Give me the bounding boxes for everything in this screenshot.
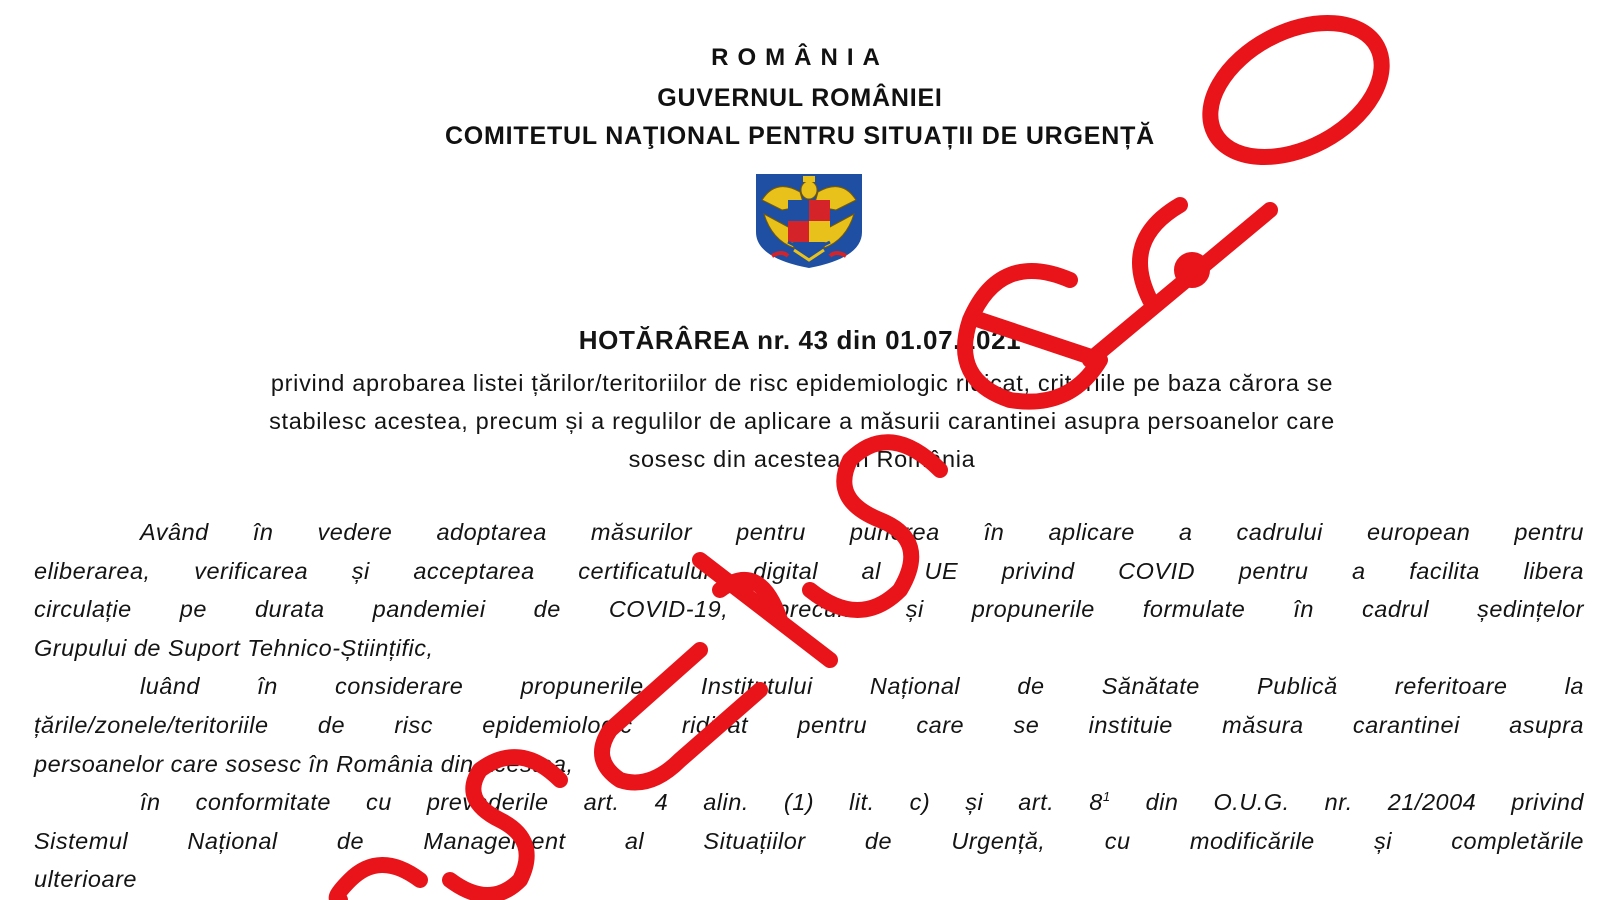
- superscript: 1: [1102, 789, 1111, 805]
- paragraph-line: persoanelor care sosesc în România din acestea,: [34, 750, 574, 777]
- header-government: GUVERNUL ROMÂNIEI: [657, 84, 943, 112]
- decision-title: HOTĂRÂREA nr. 43 din 01.07.2021: [578, 325, 1022, 355]
- header-committee: COMITETUL NAŢIONAL PENTRU SITUAȚII DE URGENȚĂ: [444, 122, 1156, 150]
- paragraph-line: luând în considerare propunerile Institutului Național de Sănătate Publică referitoare la: [140, 673, 1584, 700]
- paragraph-line: țările/zonele/teritoriile de risc epidemiologic ridicat pentru care se instituie măsura carantinei asupra: [34, 711, 1584, 738]
- subject-line: sosesc din acestea în România: [628, 446, 976, 472]
- preamble: [34, 513, 1584, 888]
- watermark-dot: [1182, 260, 1202, 280]
- paragraph-line: circulație pe durata pandemiei de COVID-19, precum și propunerile formulate în cadrul ședințelor: [34, 596, 1584, 623]
- subject-line: privind aprobarea listei țărilor/teritoriilor de risc epidemiologic ridicat, criteriile pe baza cărora se: [270, 370, 1334, 396]
- paragraph-line: [34, 783, 1584, 822]
- paragraph-line: ulterioare: [34, 866, 137, 889]
- paragraph-line: Sistemul Național de Management al Situațiilor de Urgență, cu modificările și completările: [34, 827, 1584, 854]
- paragraph-line: Având în vedere adoptarea măsurilor pentru punerea în aplicare a cadrului european pentru: [140, 519, 1584, 545]
- legal-reference-text: din O.U.G. nr. 21/2004 privind: [1110, 789, 1584, 816]
- romanian-coat-of-arms-icon: [742, 170, 876, 270]
- paragraph-line: eliberarea, verificarea și acceptarea certificatului digital al UE privind COVID pentru a facilita libera: [34, 557, 1584, 584]
- paragraph-line: Grupului de Suport Tehnico-Științific,: [34, 634, 434, 661]
- subject-line: stabilesc acestea, precum și a regulilor de aplicare a măsurii carantinei asupra persoanelor care: [269, 408, 1335, 434]
- decision-subject: [52, 364, 1552, 478]
- header-country: ROMÂNIA: [711, 44, 889, 71]
- legal-reference-text: în conformitate cu prevederile art. 4 alin. (1) lit. c) și art. 8: [140, 789, 1103, 816]
